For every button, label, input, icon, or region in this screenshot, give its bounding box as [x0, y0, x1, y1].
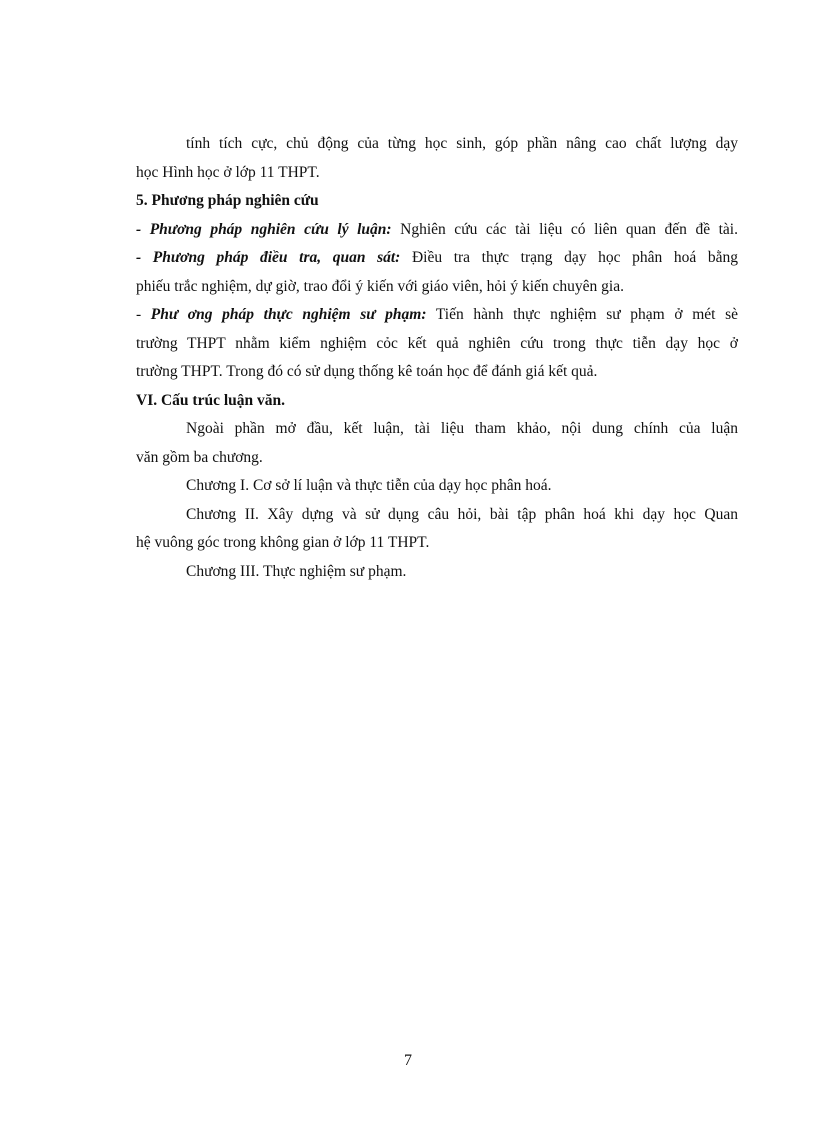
method-1-paragraph: [136, 216, 738, 245]
structure-intro-line-2: văn gồm ba chương.: [136, 448, 263, 466]
method-1-label: - Phương pháp nghiên cứu lý luận:: [136, 220, 392, 238]
method-3-line-3: trường THPT. Trong đó có sử dụng thống kê toán học để đánh giá kết quả.: [136, 363, 598, 380]
method-1-line: [136, 216, 738, 245]
chapter-1-line: Chương I. Cơ sở lí luận và thực tiễn của dạy học phân hoá.: [186, 477, 552, 494]
section-5-heading: 5. Phương pháp nghiên cứu: [136, 192, 319, 209]
structure-intro-paragraph: [136, 415, 738, 472]
method-2-label: - Phương pháp điều tra, quan sát:: [136, 249, 401, 266]
method-3-line-1: [136, 301, 738, 330]
chapter-2-line-2: hệ vuông góc trong không gian ở lớp 11 THPT.: [136, 534, 430, 551]
method-3-text-1: Tiến hành thực nghiệm sư phạm ở mét sè: [426, 306, 738, 323]
document-body: [136, 130, 738, 586]
method-3-line-2: trường THPT nhằm kiểm nghiệm cỏc kết quả nghiên cứu trong thực tiễn dạy học ở: [136, 334, 738, 352]
method-2-paragraph: [136, 244, 738, 301]
method-3-paragraph: [136, 301, 738, 387]
method-2-line-2: phiếu trắc nghiệm, dự giờ, trao đổi ý kiến với giáo viên, hỏi ý kiến chuyên gia.: [136, 277, 624, 295]
intro-paragraph: [136, 130, 738, 187]
chapter-3-paragraph: [136, 558, 738, 587]
structure-intro-line-1: Ngoài phần mở đầu, kết luận, tài liệu tham khảo, nội dung chính của luận: [186, 420, 738, 437]
page-number: 7: [404, 1052, 412, 1069]
method-2-text-1: Điều tra thực trạng dạy học phân hoá bằng: [400, 249, 739, 266]
method-1-text: Nghiên cứu các tài liệu có liên quan đến đề tài.: [391, 220, 738, 238]
chapter-3-line: Chương III. Thực nghiệm sư phạm.: [186, 562, 407, 580]
chapter-2-line-1: Chương II. Xây dựng và sử dụng câu hỏi, bài tập phân hoá khi dạy học Quan: [186, 505, 738, 523]
method-2-line-1: [136, 244, 738, 273]
section-6-heading: VI. Cấu trúc luận văn.: [136, 391, 285, 409]
method-3-label: Phư ơng pháp thực nghiệm sư phạm:: [150, 306, 427, 323]
intro-line-1: tính tích cực, chủ động của từng học sinh, góp phần nâng cao chất lượng dạy: [186, 135, 738, 152]
chapter-2-paragraph: [136, 501, 738, 558]
chapter-1-paragraph: [136, 472, 738, 501]
method-3-prefix: -: [136, 306, 151, 323]
intro-line-2: học Hình học ở lớp 11 THPT.: [136, 163, 320, 181]
